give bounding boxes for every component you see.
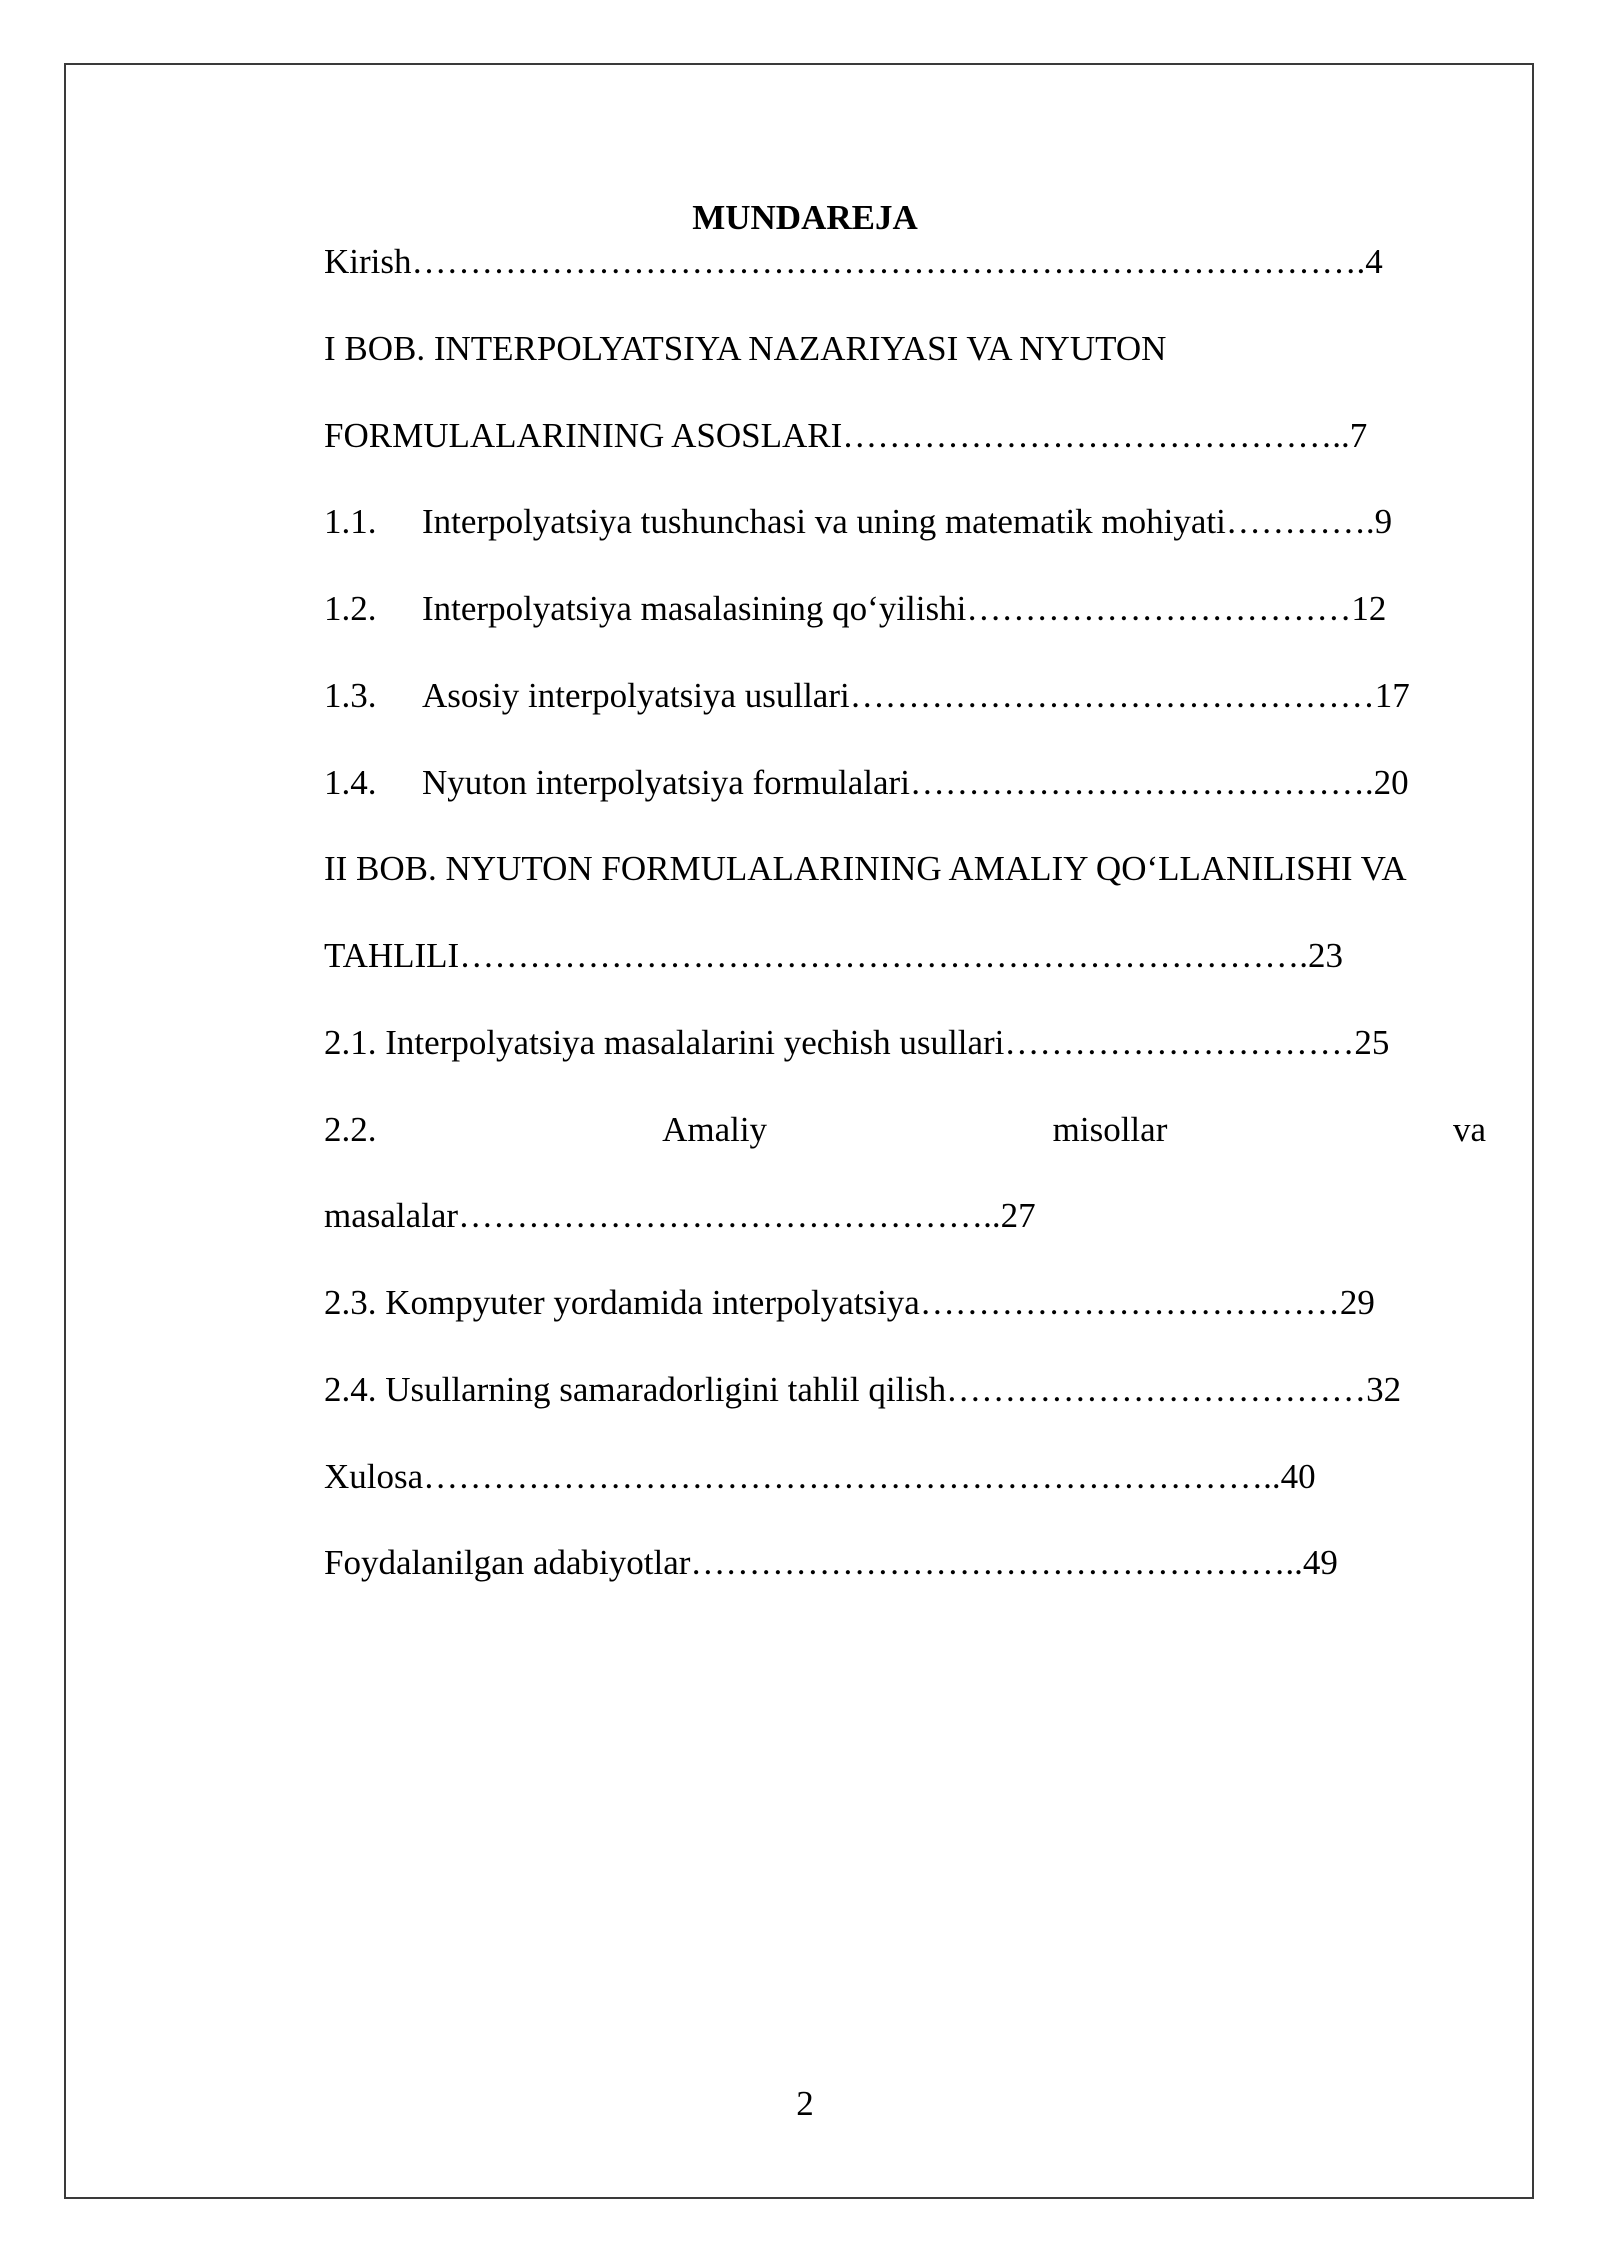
toc-entry-2-4: 2.4. Usullarning samaradorligini tahlil qilish………………………………32 (324, 1370, 1402, 1409)
toc-entry-word: Amaliy (662, 1110, 768, 1149)
toc-entry-1-1 (324, 500, 1392, 544)
toc-entry-bob2-line1: II BOB. NYUTON FORMULALARINING AMALIY QO‘LLANILISHI VA (324, 849, 1407, 888)
toc-entry-adabiyotlar: Foydalanilgan adabiyotlar……………………………………………..49 (324, 1543, 1338, 1582)
toc-entry-text: Interpolyatsiya masalasining qo‘yilishi……………………………12 (422, 589, 1387, 628)
toc-entry-bob1-line2: FORMULALARINING ASOSLARI……………………………………..7 (324, 416, 1368, 455)
toc-entry-1-4 (324, 761, 1409, 805)
toc-title: MUNDAREJA (692, 198, 918, 237)
toc-entry-text: Nyuton interpolyatsiya formulalari………………………………….20 (422, 763, 1409, 802)
toc-entry-bob1-line1: I BOB. INTERPOLYATSIYA NAZARIYASI VA NYUTON (324, 329, 1167, 368)
toc-entry-word: 2.2. (324, 1110, 377, 1149)
toc-entry-word: misollar (1052, 1110, 1168, 1149)
toc-entry-xulosa: Xulosa………………………………………………………………..40 (324, 1457, 1316, 1496)
toc-entry-1-3 (324, 674, 1410, 718)
toc-entry-1-2 (324, 587, 1386, 631)
toc-entry-2-2-line1 (324, 1108, 1486, 1152)
toc-entry-bob2-line2: TAHLILI……………………………………………………………….23 (324, 936, 1343, 975)
toc-entry-kirish: Kirish……………………………………………………………………….4 (324, 242, 1383, 281)
toc-entry-text: Interpolyatsiya tushunchasi va uning matematik mohiyati………….9 (422, 502, 1393, 541)
toc-entry-text: Asosiy interpolyatsiya usullari………………………………………17 (422, 676, 1410, 715)
page-number: 2 (796, 2084, 814, 2123)
toc-entry-number: 1.2. (324, 589, 377, 628)
toc-entry-number: 1.3. (324, 676, 377, 715)
toc-entry-2-2-line2: masalalar………………………………………..27 (324, 1196, 1036, 1235)
toc-entry-2-1: 2.1. Interpolyatsiya masalalarini yechish usullari…………………………25 (324, 1023, 1390, 1062)
toc-entry-number: 1.4. (324, 763, 377, 802)
toc-entry-number: 1.1. (324, 502, 377, 541)
toc-entry-2-3: 2.3. Kompyuter yordamida interpolyatsiya………………………………29 (324, 1283, 1375, 1322)
toc-entry-word: va (1452, 1110, 1486, 1149)
